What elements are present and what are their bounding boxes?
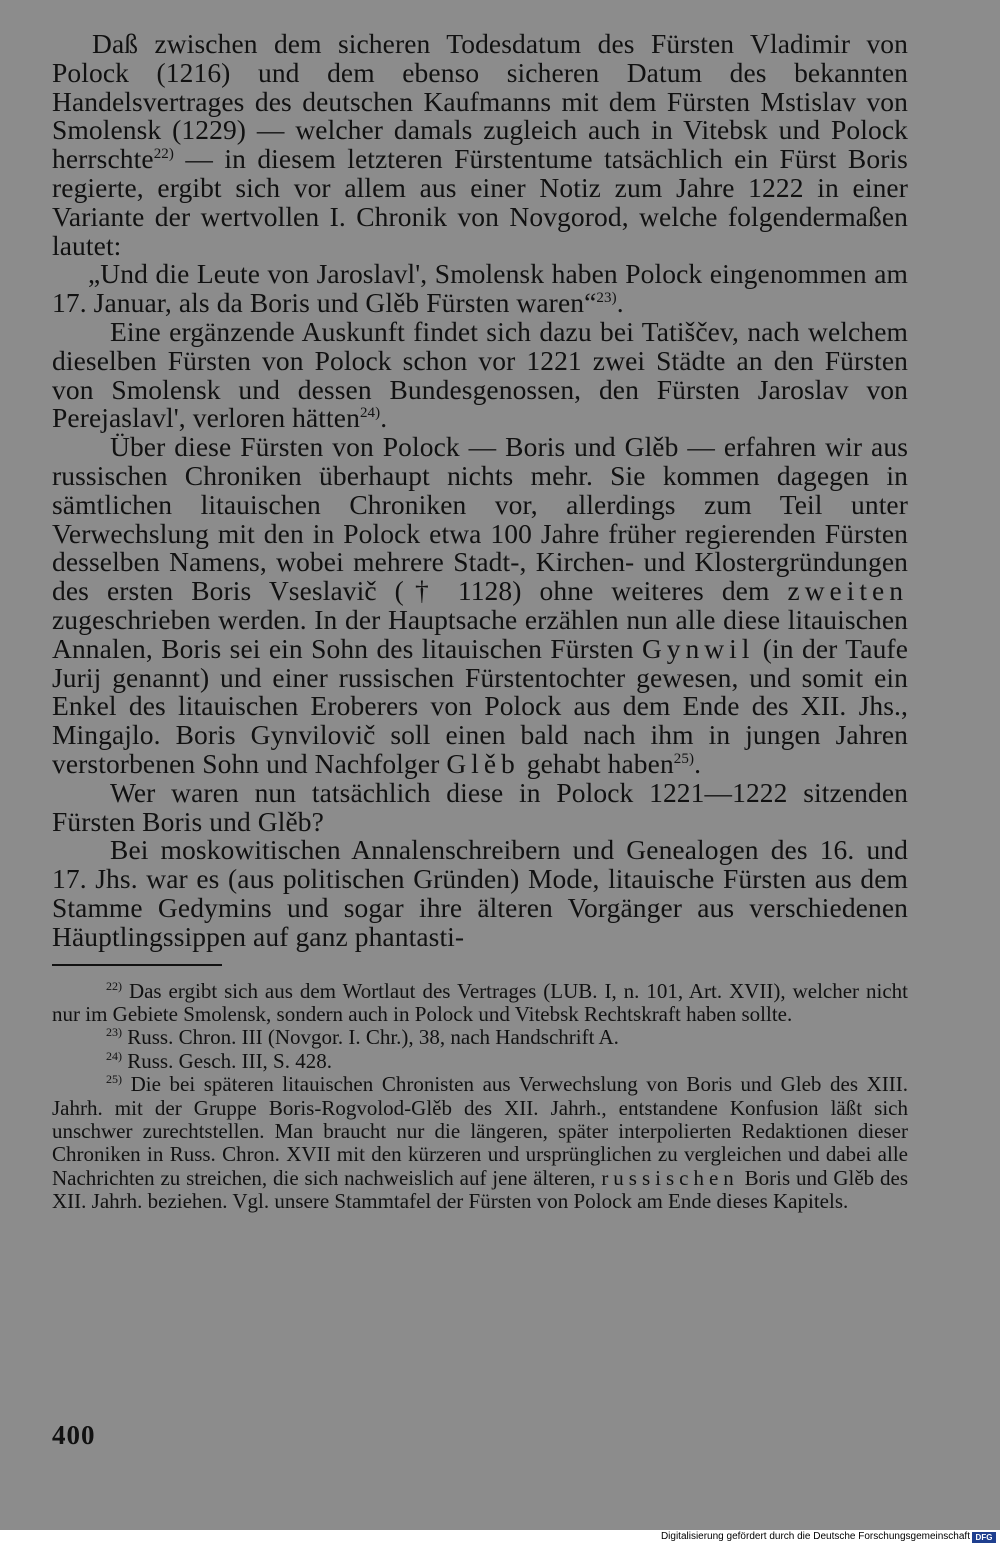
body-text: [52, 30, 908, 952]
footnote-24-text: Russ. Gesch. III, S. 428.: [122, 1048, 332, 1073]
paragraph-1: [52, 30, 908, 260]
paragraph-3-text: Eine ergänzende Auskunft findet sich dazu bei Tatiščev, nach welchem dieselben Fürsten von Polock schon vor 1221 zwei Städte an den Fürsten von Smolensk und dessen Bundesgenossen, den Fürsten Jaroslav von Perejaslavl', verloren hätten: [52, 315, 908, 434]
emphasis-russischen: russischen: [601, 1165, 739, 1190]
page-number: 400: [52, 1420, 96, 1450]
footnote-24: [52, 1050, 908, 1073]
paragraph-4-text-e: (in der Taufe Jurij genannt) und einer russischen Fürstentochter gewesen, und somit ein Enkel des litauischen Eroberers von Polock aus dem Ende des XII. Jhs., Mingajlo. Boris Gynvilovič soll einen bald nach ihm in jungen Jahren verstorbenen Sohn und Nachfolger: [52, 632, 908, 779]
footnote-mark-25: 25): [106, 1072, 122, 1087]
footnote-22: [52, 980, 908, 1027]
footnote-ref-22: 22): [153, 146, 174, 163]
footnote-25: [52, 1073, 908, 1213]
footnote-ref-24: 24): [359, 405, 381, 422]
footnote-23-text: Russ. Chron. III (Novgor. I. Chr.), 38, nach Handschrift A.: [122, 1025, 619, 1050]
paragraph-quote: [52, 260, 908, 318]
paragraph-5: Wer waren nun tatsächlich diese in Polock 1221—1222 sitzenden Fürsten Boris und Glěb?: [52, 776, 908, 837]
funding-credit: Digitalisierung gefördert durch die Deutsche Forschungsgemeinschaft: [660, 1531, 970, 1542]
paragraph-1-text-cont: — in diesem letzteren Fürstentume tatsächlich ein Fürst Boris regierte, ergibt sich vor allem aus einer Notiz zum Jahre 1222 in einer Variante der wertvollen I. Chronik von Novgorod, welche folgendermaßen lautet:: [52, 143, 908, 261]
page-content: [52, 30, 908, 1214]
paragraph-4-text-a: Über diese Fürsten von Polock — Boris und Glěb — erfahren wir aus russischen Chroniken überhaupt nichts mehr. Sie kommen dagegen in sämtlichen litauischen Chroniken vor, allerdings zum Teil unter Verwechslung mit den in Polock etwa 100 Jahre früher regierenden Fürsten desselben Namens, wobei mehrere Stadt-, Kirchen- und Klostergründungen des ersten Boris Vseslavič († 1128) ohne weiteres dem: [52, 431, 908, 607]
paragraph-4: [52, 433, 908, 779]
footnote-25-text-a: Die bei späteren litauischen Chronisten aus Verwechslung von Boris und Gleb des XIII. Jahrh. mit der Gruppe Boris-Rogvolod-Glěb des XII. Jahrh., entstandene Konfusion läßt sich unschwer zurechtstellen. Man braucht nur die längeren, später interpolierten Redaktionen dieser Chroniken in Russ. Chron. XVII mit den kürzeren und ursprünglichen zu vergleichen und dabei alle Nachrichten zu streichen, die sich nachweislich auf jene älteren,: [52, 1072, 908, 1190]
footnote-mark-22: 22): [106, 978, 122, 993]
footnote-ref-25: 25): [673, 750, 695, 767]
footnote-ref-23: 23): [596, 290, 617, 307]
paragraph-3-text-end: .: [380, 402, 388, 434]
emphasis-gynwil: Gynwil: [641, 632, 755, 664]
footnote-23: [52, 1026, 908, 1049]
footnote-22-text: Das ergibt sich aus dem Wortlaut des Vertrages (LUB. I, n. 101, Art. XVII), welcher nicht nur im Gebiete Smolensk, sondern auch in Polock und Vitebsk Rechtskraft haben sollte.: [52, 978, 908, 1026]
dfg-logo-icon: DFG: [972, 1532, 996, 1543]
quote-text: „Und die Leute von Jaroslavl', Smolensk haben Polock eingenommen am 17. Januar, als da Boris und Glěb Fürsten waren“: [52, 258, 908, 319]
footnote-mark-23: 23): [106, 1025, 122, 1040]
footnote-25-text-c: Boris und Glěb des XII. Jahrh. beziehen. Vgl. unsere Stammtafel der Fürsten von Polock am Ende dieses Kapitels.: [52, 1165, 908, 1214]
paragraph-4-text-c: zugeschrieben werden. In der Hauptsache erzählen nun alle diese litauischen Annalen, Boris sei ein Sohn des litauischen Fürsten: [52, 603, 908, 664]
quote-text-end: .: [616, 287, 624, 319]
paragraph-4-text-g: gehabt haben: [519, 747, 674, 779]
footnote-divider: [52, 964, 222, 966]
footnotes: [52, 980, 908, 1214]
emphasis-gleb: Glěb: [446, 747, 520, 779]
footnote-mark-24: 24): [106, 1048, 122, 1063]
emphasis-zweiten: zweiten: [787, 575, 908, 607]
paragraph-1-text: Daß zwischen dem sicheren Todesdatum des Fürsten Vladimir von Polock (1216) und dem ebenso sicheren Datum des bekannten Handelsvertrages des deutschen Kaufmanns mit dem Fürsten Mstislav von Smolensk (1229) — welcher damals zugleich auch in Vitebsk und Polock herrschte: [52, 28, 908, 175]
paragraph-6: Bei moskowitischen Annalenschreibern und Genealogen des 16. und 17. Jhs. war es (aus politischen Gründen) Mode, litauische Fürsten aus dem Stamme Gedymins und sogar ihre älteren Vorgänger aus verschiedenen Häuptlingssippen auf ganz phantasti-: [52, 834, 908, 952]
paragraph-3: [52, 315, 908, 434]
paragraph-4-text-end: .: [694, 747, 702, 779]
